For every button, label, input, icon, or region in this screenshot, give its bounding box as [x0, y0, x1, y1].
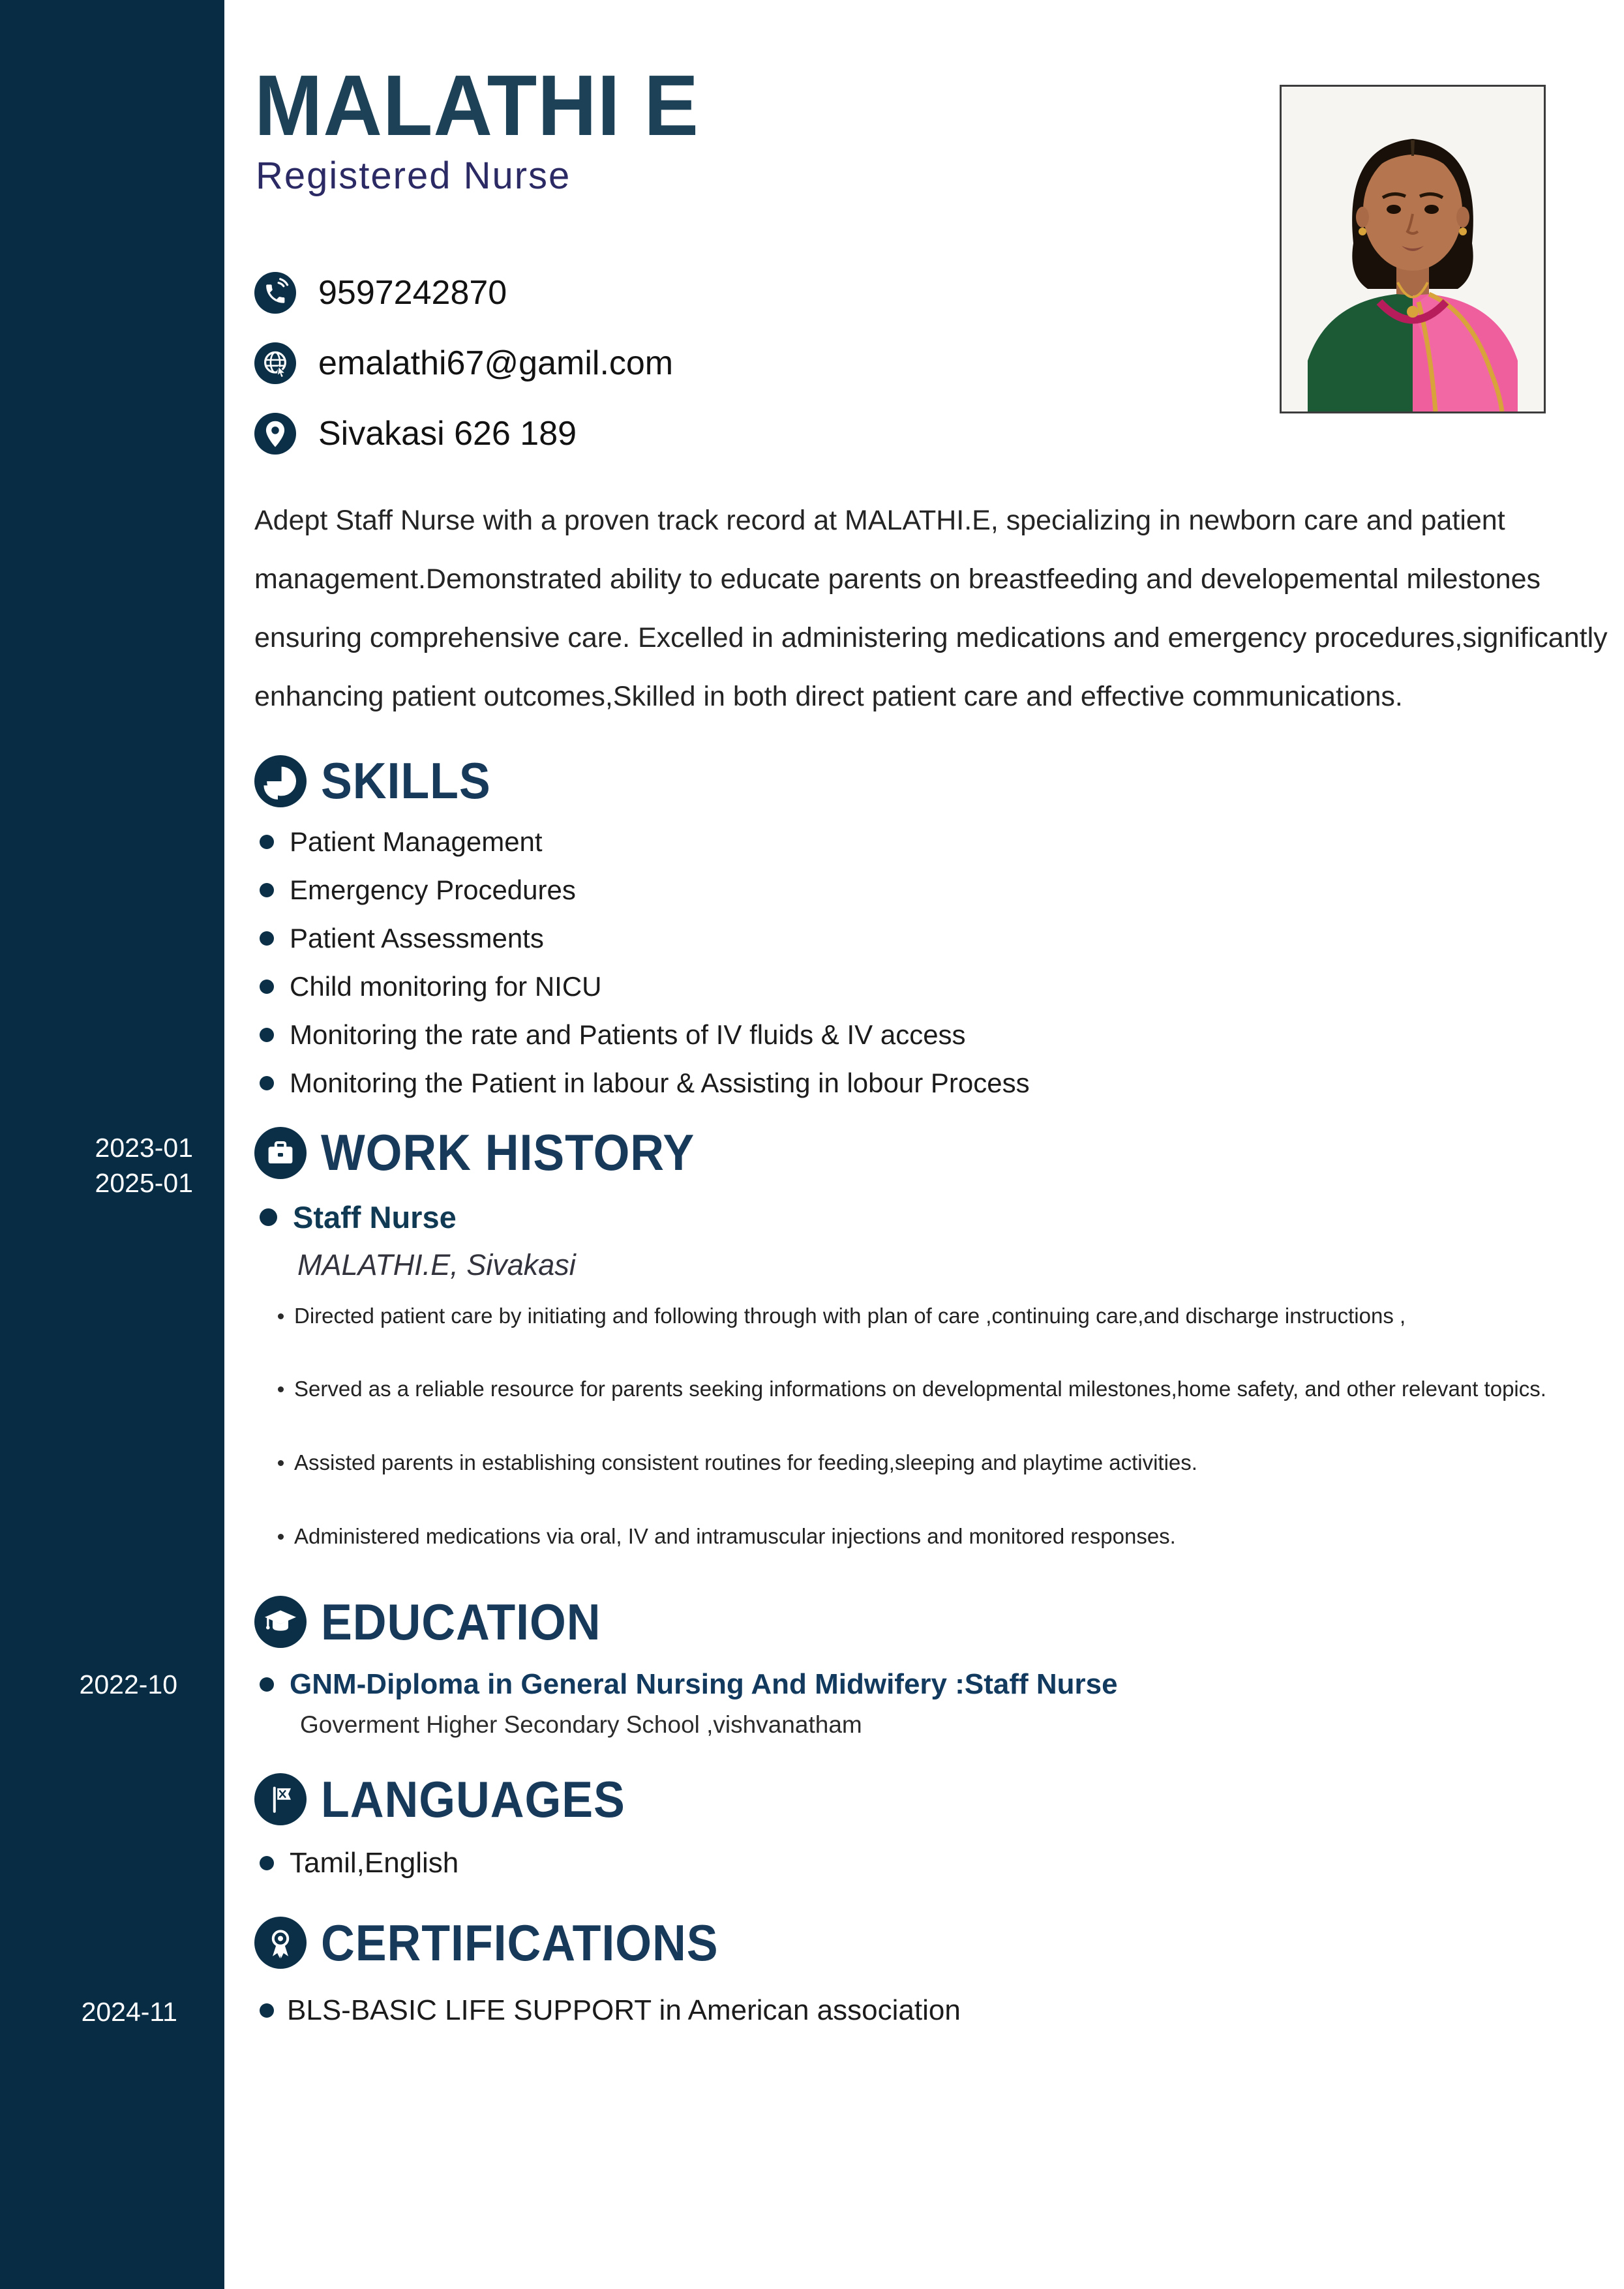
bullet-dot — [260, 1677, 274, 1692]
bullet-dot — [260, 2003, 274, 2018]
location-text: Sivakasi 626 189 — [318, 414, 577, 453]
bullet-dot — [260, 980, 274, 994]
language-item: Tamil,English — [260, 1847, 1624, 1879]
bullet-dot — [278, 1313, 284, 1319]
certifications-header — [254, 1913, 1624, 1971]
employer-line: MALATHI.E, Sivakasi — [297, 1248, 576, 1281]
work-bullet: Served as a reliable resource for parents seeking informations on developmental milestones,home safety, and other relevant topics. — [278, 1375, 1624, 1404]
section-certifications — [81, 1913, 1624, 2027]
work-date-range — [95, 1130, 193, 1201]
location-pin-icon — [254, 413, 296, 455]
bullet-dot — [260, 931, 274, 946]
work-bullet: Administered medications via oral, IV and intramuscular injections and monitored responses. — [278, 1522, 1624, 1551]
work-history-title: WORK HISTORY — [321, 1124, 695, 1182]
skill-item: Monitoring the Patient in labour & Assisting in lobour Process — [260, 1066, 1624, 1100]
degree-title: GNM-Diploma in General Nursing And Midwifery :Staff Nurse — [290, 1668, 1118, 1701]
work-bullet: Directed patient care by initiating and following through with plan of care ,continuing care,and discharge instructions , — [278, 1302, 1624, 1331]
bullet-dot — [260, 1856, 274, 1870]
bullet-dot — [260, 835, 274, 849]
candidate-role: Registered Nurse — [256, 154, 571, 197]
languages-title: LANGUAGES — [321, 1770, 625, 1828]
candidate-name: MALATHI E — [254, 57, 699, 153]
skill-item: Child monitoring for NICU — [260, 970, 1624, 1004]
education-title: EDUCATION — [321, 1593, 601, 1651]
job-title-row — [260, 1199, 1624, 1235]
bullet-dot — [278, 1534, 284, 1540]
education-header — [254, 1595, 1624, 1649]
bullet-dot — [260, 883, 274, 897]
school-line: Goverment Higher Secondary School ,vishvanatham — [300, 1711, 862, 1739]
skills-list — [260, 825, 1624, 1100]
section-education — [79, 1593, 1624, 1739]
languages-header — [254, 1770, 1624, 1828]
email-address: emalathi67@gamil.com — [318, 344, 674, 382]
skills-header — [254, 752, 1624, 810]
work-date-start: 2023-01 — [95, 1132, 193, 1163]
work-bullet: Assisted parents in establishing consistent routines for feeding,sleeping and playtime activities. — [278, 1448, 1624, 1478]
bullet-dot — [260, 1208, 277, 1226]
globe-icon — [254, 342, 296, 384]
skill-item: Emergency Procedures — [260, 873, 1624, 907]
certification-item: 2024-11 BLS-BASIC LIFE SUPPORT in American association — [81, 1994, 961, 2027]
skill-item: Patient Assessments — [260, 921, 1624, 955]
contact-row-phone — [254, 272, 1624, 314]
job-title: Staff Nurse — [293, 1199, 457, 1234]
section-work-history — [95, 1124, 1624, 1551]
phone-number: 9597242870 — [318, 273, 507, 312]
bullet-dot — [278, 1460, 284, 1466]
bullet-dot — [278, 1386, 284, 1392]
bullet-dot — [260, 1076, 274, 1090]
work-bullet-list — [278, 1302, 1624, 1551]
certification-date: 2024-11 — [81, 1997, 177, 2027]
phone-icon — [254, 272, 296, 314]
education-date: 2022-10 — [79, 1669, 177, 1700]
pie-chart-icon — [254, 755, 307, 807]
work-history-header — [254, 1126, 1624, 1180]
contact-row-location — [254, 413, 1624, 455]
graduation-cap-icon — [254, 1596, 307, 1648]
certifications-title: CERTIFICATIONS — [321, 1913, 719, 1971]
medal-icon — [254, 1917, 307, 1969]
section-skills — [254, 752, 1624, 1100]
skills-title: SKILLS — [321, 752, 491, 810]
professional-summary: Adept Staff Nurse with a proven track record at MALATHI.E, specializing in newborn care and patient management.Demonstrated ability to educate parents on breastfeeding and developemental milestones ensuring comprehensive care. Excelled in administering medications and emergency procedures,significantly enhancing patient outcomes,Skilled in both direct patient care and effective communications. — [254, 504, 1608, 712]
section-languages — [254, 1770, 1624, 1879]
skill-item: Monitoring the rate and Patients of IV fluids & IV access — [260, 1018, 1624, 1052]
degree-row — [79, 1668, 1624, 1701]
bullet-dot — [260, 1028, 274, 1042]
contact-list — [254, 272, 1624, 455]
main-content — [79, 0, 1624, 2027]
work-date-end: 2025-01 — [95, 1168, 193, 1199]
page-title — [254, 57, 1624, 153]
briefcase-icon — [254, 1127, 307, 1179]
skill-item: Patient Management — [260, 825, 1624, 859]
contact-row-email — [254, 342, 1624, 384]
flag-icon — [254, 1773, 307, 1825]
